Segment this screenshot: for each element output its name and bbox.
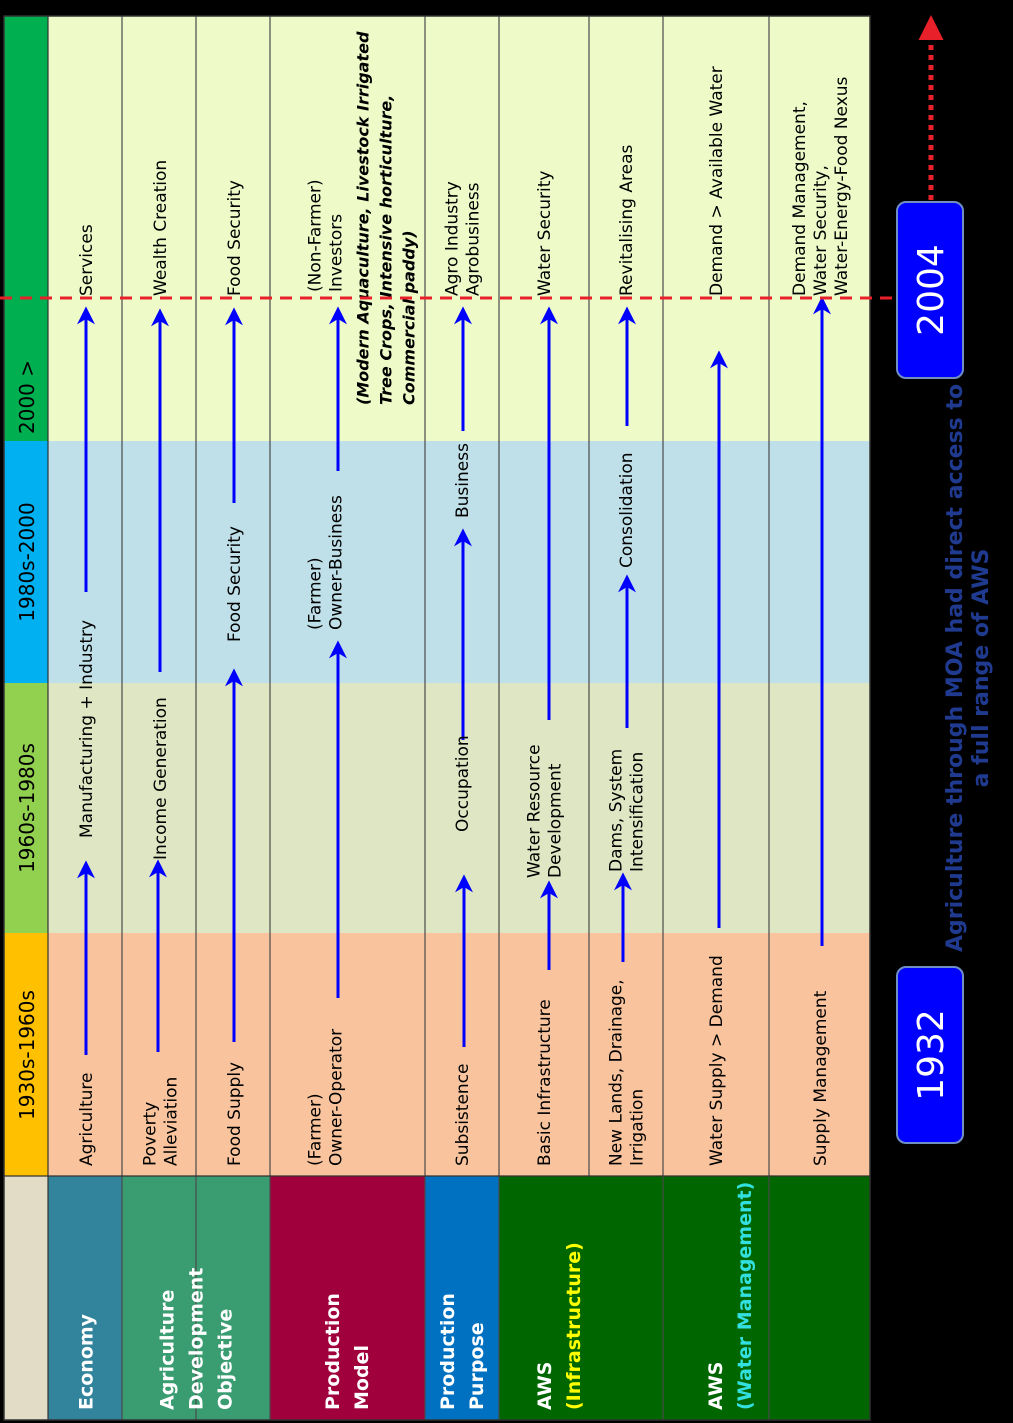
svg-text:Water Security: Water Security <box>534 170 555 296</box>
svg-text:Irrigation: Irrigation <box>627 1088 648 1166</box>
period-label <box>15 502 39 621</box>
svg-text:Food Security: Food Security <box>224 526 245 642</box>
cell-text <box>617 145 637 296</box>
svg-text:Water-Energy-Food Nexus: Water-Energy-Food Nexus <box>831 76 852 296</box>
svg-text:Water Supply > Demand: Water Supply > Demand <box>706 955 727 1166</box>
period-label <box>15 360 39 434</box>
svg-text:(Farmer): (Farmer) <box>305 1093 326 1166</box>
svg-text:Purpose: Purpose <box>466 1322 489 1410</box>
cell-text <box>77 224 97 296</box>
svg-text:Agrobusiness: Agrobusiness <box>463 182 484 296</box>
svg-text:Consolidation: Consolidation <box>616 452 637 568</box>
year-start-box-label <box>911 1009 952 1101</box>
corner-cell <box>4 1176 48 1420</box>
cell-text <box>453 443 473 518</box>
svg-text:Commercial paddy): Commercial paddy) <box>399 230 419 405</box>
cell-text <box>77 620 97 838</box>
category-label <box>76 1313 98 1410</box>
cell-text <box>151 160 171 296</box>
svg-text:Owner-Business: Owner-Business <box>326 495 347 630</box>
svg-text:Agriculture through MOA had di: Agriculture through MOA had direct access to <box>943 383 968 953</box>
svg-text:Wealth Creation: Wealth Creation <box>150 159 171 296</box>
svg-text:Income Generation: Income Generation <box>150 697 171 860</box>
cell-text <box>225 526 245 642</box>
cell-text <box>77 1073 97 1167</box>
svg-text:Objective: Objective <box>214 1308 237 1410</box>
svg-text:2004: 2004 <box>911 244 952 336</box>
svg-text:Basic Infrastructure: Basic Infrastructure <box>534 999 555 1166</box>
svg-text:Economy: Economy <box>75 1313 98 1410</box>
category-cell <box>270 1176 425 1420</box>
svg-text:Manufacturing + Industry: Manufacturing + Industry <box>76 619 97 838</box>
cell-text <box>535 171 555 296</box>
svg-text:a full range of AWS: a full range of AWS <box>969 548 994 788</box>
svg-text:Dams, System: Dams, System <box>606 748 627 872</box>
svg-text:(Farmer): (Farmer) <box>305 557 326 630</box>
cell-text <box>811 990 831 1166</box>
svg-text:(Non-Farmer): (Non-Farmer) <box>305 179 326 292</box>
bottom-note <box>943 384 994 952</box>
svg-text:Supply Management: Supply Management <box>810 990 831 1166</box>
svg-text:(Infrastructure): (Infrastructure) <box>563 1242 586 1410</box>
svg-text:New Lands, Drainage,: New Lands, Drainage, <box>606 979 627 1166</box>
cell-text <box>535 999 555 1166</box>
svg-text:Model: Model <box>351 1345 374 1410</box>
svg-text:Occupation: Occupation <box>452 735 473 832</box>
svg-text:1960s-1980s: 1960s-1980s <box>15 743 39 873</box>
svg-text:Owner-Operator: Owner-Operator <box>326 1028 347 1166</box>
svg-text:Water Security,: Water Security, <box>810 165 831 296</box>
cell-text <box>453 735 473 832</box>
cell-text <box>225 1062 245 1166</box>
svg-text:Production: Production <box>322 1293 345 1410</box>
svg-text:Food Supply: Food Supply <box>224 1061 245 1166</box>
svg-text:1930s-1960s: 1930s-1960s <box>15 990 39 1120</box>
svg-text:AWS: AWS <box>534 1361 557 1410</box>
cell-text <box>151 697 171 860</box>
svg-text:1932: 1932 <box>911 1009 952 1101</box>
cell-text <box>617 452 637 568</box>
svg-text:Revitalising Areas: Revitalising Areas <box>616 144 637 296</box>
cell-text <box>453 1064 473 1167</box>
svg-text:Intensification: Intensification <box>627 751 648 872</box>
svg-text:Services: Services <box>76 224 97 296</box>
svg-text:Development: Development <box>185 1267 208 1410</box>
svg-text:Tree Crops, Intensive horticul: Tree Crops, Intensive horticulture, <box>376 94 396 405</box>
cell-text <box>707 955 727 1166</box>
svg-text:Agriculture: Agriculture <box>156 1289 179 1410</box>
svg-text:Demand > Available Water: Demand > Available Water <box>706 66 727 296</box>
period-label <box>15 990 39 1120</box>
cell-text <box>524 744 565 878</box>
svg-text:1980s-2000: 1980s-2000 <box>15 502 39 622</box>
svg-text:Production: Production <box>437 1293 460 1410</box>
svg-text:(Modern Aquaculture, Livestock: (Modern Aquaculture, Livestock Irrigated <box>353 31 373 405</box>
svg-text:Investors: Investors <box>326 213 347 292</box>
svg-text:Alleviation: Alleviation <box>161 1076 182 1166</box>
svg-text:Development: Development <box>545 763 566 878</box>
svg-text:Poverty: Poverty <box>140 1101 161 1166</box>
svg-text:Water Resource: Water Resource <box>524 744 545 878</box>
cell-text <box>442 181 483 296</box>
period-label <box>15 743 39 873</box>
cell-text <box>606 749 647 872</box>
svg-text:Subsistence: Subsistence <box>452 1063 473 1166</box>
svg-text:Food Security: Food Security <box>224 180 245 296</box>
svg-text:Business: Business <box>452 443 473 518</box>
svg-text:2000 >: 2000 > <box>15 359 39 435</box>
svg-text:Agro Industry: Agro Industry <box>442 181 463 296</box>
svg-text:(Water Management): (Water Management) <box>734 1181 757 1410</box>
svg-text:Agriculture: Agriculture <box>76 1072 97 1166</box>
svg-text:Demand Management,: Demand Management, <box>789 101 810 296</box>
cell-text <box>225 180 245 296</box>
svg-text:AWS: AWS <box>705 1361 728 1410</box>
cell-text <box>707 66 727 296</box>
year-end-box-label <box>911 244 952 336</box>
